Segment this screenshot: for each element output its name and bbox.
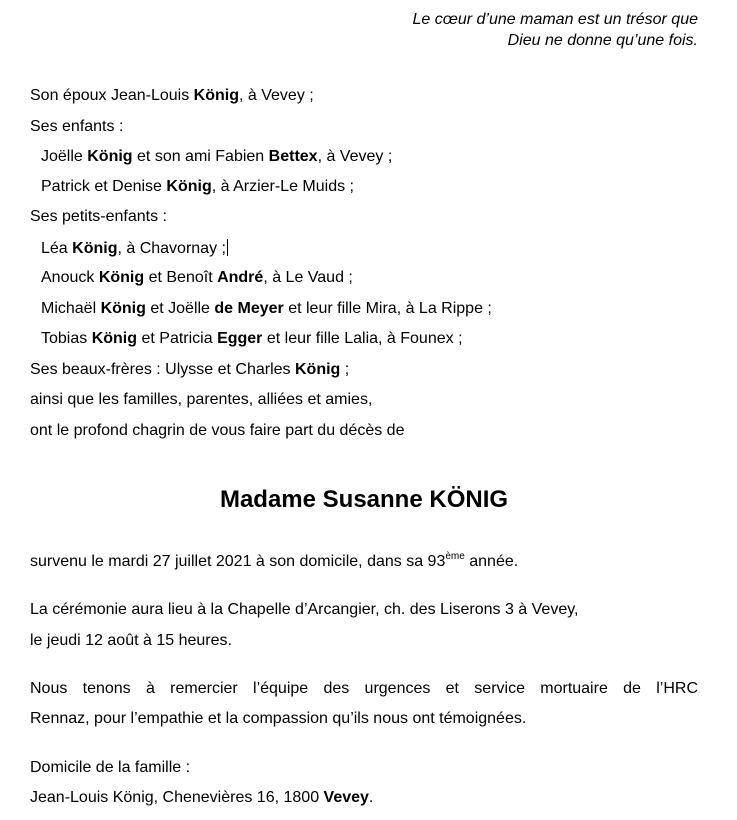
grandchild-line: Tobias König et Patricia Egger et leur fille Lalia, à Founex ; bbox=[41, 330, 463, 347]
also-line: ainsi que les familles, parentes, alliées et amies, bbox=[30, 391, 373, 408]
children-header: Ses enfants : bbox=[30, 118, 124, 135]
grandchild-line: Anouck König et Benoît André, à Le Vaud ; bbox=[41, 269, 353, 286]
address-line: Jean-Louis König, Chenevières 16, 1800 Vevey. bbox=[30, 789, 374, 806]
epigraph-quote bbox=[413, 9, 698, 51]
address-header: Domicile de la famille : bbox=[30, 759, 191, 776]
thanks-line-2: Rennaz, pour l’empathie et la compassion qu’ils nous ont témoignées. bbox=[30, 710, 527, 727]
grandchild-line: Michaël König et Joëlle de Meyer et leur fille Mira, à La Rippe ; bbox=[41, 300, 492, 317]
grandchild-line: Léa König, à Chavornay ; bbox=[41, 240, 226, 257]
brothers-in-law-line: Ses beaux-frères : Ulysse et Charles König ; bbox=[30, 361, 350, 378]
spouse-line: Son époux Jean-Louis König, à Vevey ; bbox=[30, 87, 314, 104]
child-line: Patrick et Denise König, à Arzier-Le Muids ; bbox=[41, 178, 354, 195]
thanks-line-1: Nous tenons à remercier l’équipe des urgences et service mortuaire de l’HRC bbox=[30, 680, 698, 697]
deceased-name: Madame Susanne KÖNIG bbox=[219, 486, 509, 513]
text-cursor bbox=[227, 239, 228, 256]
grandchildren-header: Ses petits-enfants : bbox=[30, 208, 167, 225]
ceremony-line-2: le jeudi 12 août à 15 heures. bbox=[30, 632, 232, 649]
epigraph-line-1: Le cœur d’une maman est un trésor que bbox=[412, 11, 698, 28]
child-line: Joëlle König et son ami Fabien Bettex, à Vevey ; bbox=[41, 148, 393, 165]
death-line: survenu le mardi 27 juillet 2021 à son domicile, dans sa 93ème année. bbox=[30, 551, 519, 570]
announce-line: ont le profond chagrin de vous faire part du décès de bbox=[30, 422, 405, 439]
epigraph-line-2: Dieu ne donne qu’une fois. bbox=[507, 32, 698, 49]
ceremony-line-1: La cérémonie aura lieu à la Chapelle d’Arcangier, ch. des Liserons 3 à Vevey, bbox=[30, 601, 579, 618]
